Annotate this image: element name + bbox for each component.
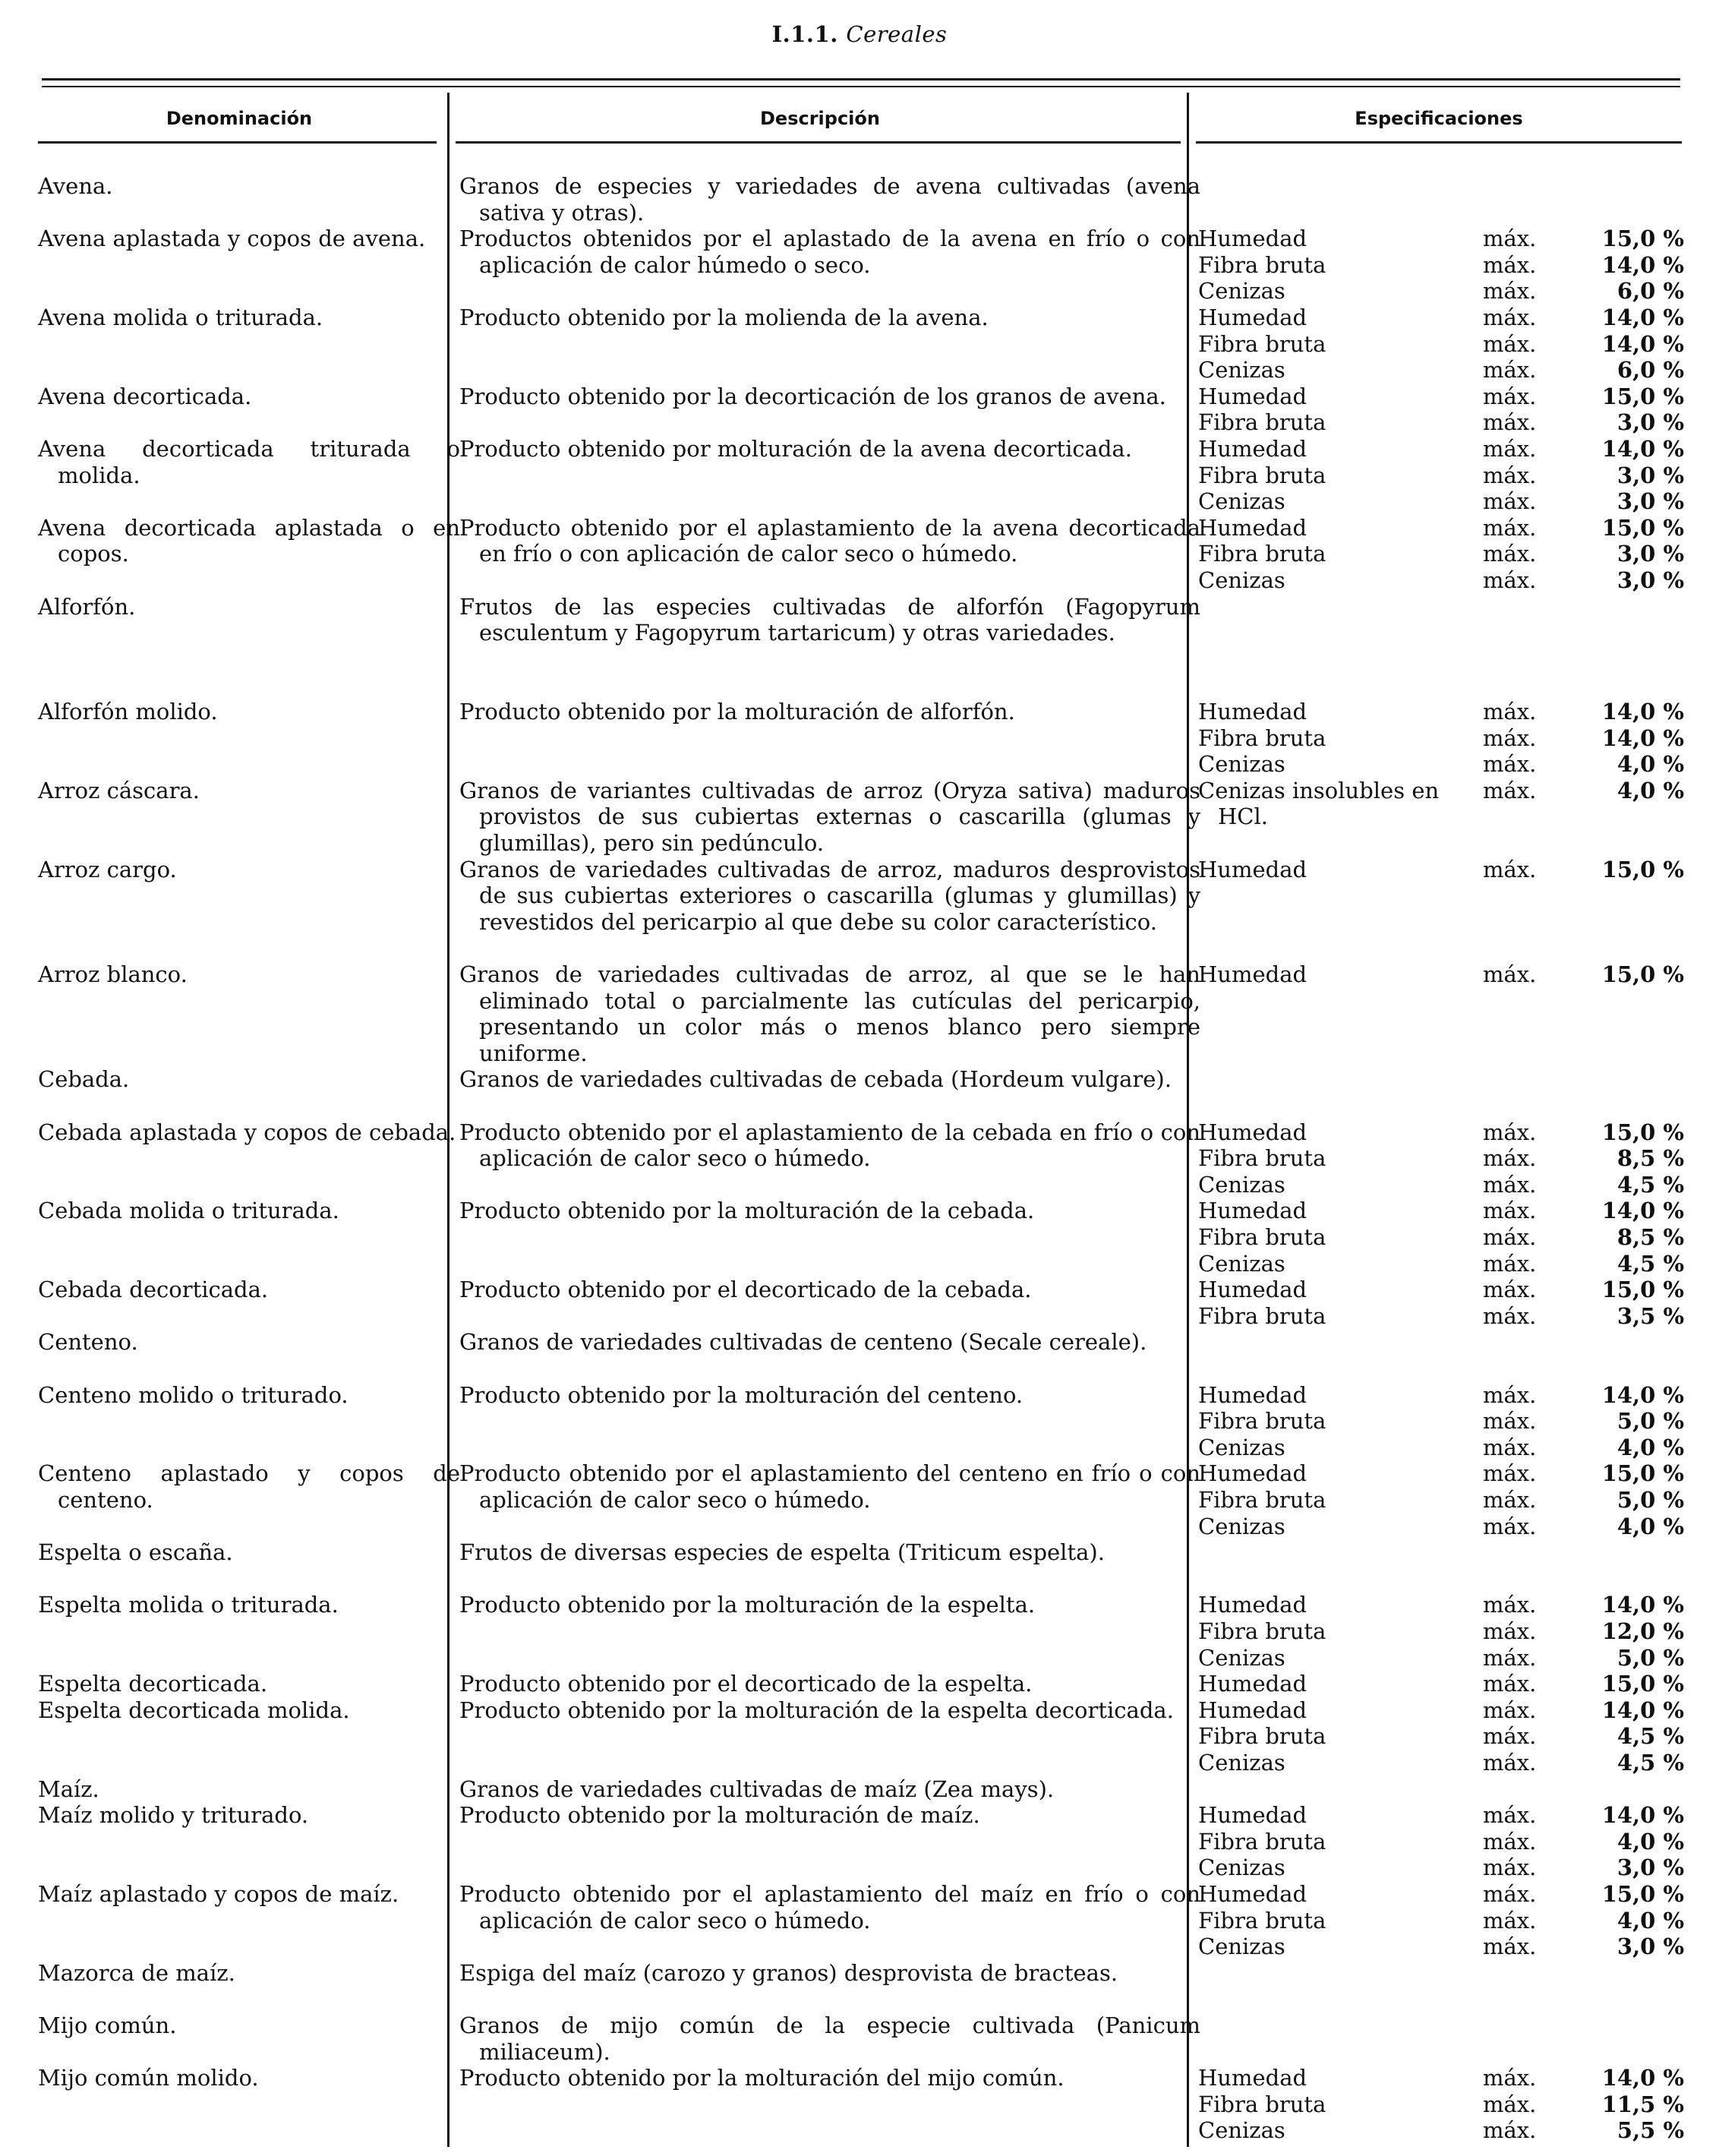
spec-row (1198, 1671, 1684, 1697)
entry-denominacion: Alforfón molido. (38, 699, 218, 724)
entry-denominacion: Espelta o escaña. (38, 1539, 233, 1566)
entry-denominacion: Arroz cáscara. (38, 777, 200, 803)
header-underline-1 (38, 141, 437, 144)
top-rule-thin (42, 86, 1680, 87)
spec-row (1198, 1592, 1684, 1618)
entry-denominacion: Avena molida o triturada. (38, 305, 323, 330)
entry-descripcion: Producto obtenido por la molturación de la espelta. (459, 1592, 1036, 1618)
spec-value: 11,5 % (1601, 2091, 1684, 2117)
spec-value: 15,0 % (1601, 961, 1684, 987)
entry-denominacion: Espelta molida o triturada. (38, 1592, 339, 1618)
entry-especificaciones (1198, 515, 1684, 594)
spec-row (1198, 2117, 1684, 2144)
spec-row (1198, 1933, 1684, 1960)
entry-especificaciones (1198, 1460, 1684, 1539)
spec-name: Humedad (1198, 1592, 1307, 1618)
spec-max-label: máx. (1483, 1486, 1537, 1513)
entry-descripcion: Producto obtenido por el decorticado de la cebada. (459, 1277, 1032, 1303)
entry-especificaciones (1198, 1881, 1684, 1960)
spec-max-label: máx. (1483, 567, 1537, 593)
spec-value: 14,0 % (1601, 2065, 1684, 2091)
spec-value: 15,0 % (1601, 1277, 1684, 1303)
spec-name: Humedad (1198, 961, 1307, 987)
entry-denominacion: Cebada decorticada. (38, 1277, 269, 1303)
spec-row (1198, 778, 1684, 830)
entry-denominacion: Cebada. (38, 1066, 130, 1093)
spec-name: Cenizas (1198, 1749, 1285, 1776)
entry-denominacion: Cebada aplastada y copos de cebada. (38, 1119, 456, 1145)
spec-value: 6,0 % (1616, 357, 1684, 384)
spec-name: Cenizas (1198, 1250, 1285, 1277)
spec-value: 15,0 % (1601, 1460, 1684, 1487)
spec-name: Humedad (1198, 305, 1307, 330)
entry-especificaciones (1198, 305, 1684, 384)
entry-denominacion: Avena. (38, 173, 113, 199)
spec-name: Cenizas (1198, 1171, 1285, 1198)
spec-value: 15,0 % (1601, 1119, 1684, 1145)
spec-value: 4,0 % (1616, 1828, 1684, 1855)
spec-value: 4,0 % (1616, 1513, 1684, 1539)
spec-name: Cenizas (1198, 1644, 1285, 1671)
spec-row (1198, 1908, 1684, 1934)
entry-descripcion: Granos de variedades cultivadas de arroz, maduros desprovistos de sus cubiertas exteriores o cascarilla (glumas y glumillas) y revestidos del pericarpio al que debe su color característico. (459, 856, 1200, 935)
entry-especificaciones (1198, 1198, 1684, 1277)
section-title: Cereales (846, 21, 948, 47)
spec-value: 3,0 % (1616, 462, 1684, 488)
spec-name: Humedad (1198, 856, 1307, 882)
spec-row (1198, 751, 1684, 778)
spec-max-label: máx. (1483, 1198, 1537, 1224)
spec-max-label: máx. (1483, 961, 1537, 987)
entry-descripcion: Granos de variedades cultivadas de maíz (Zea mays). (459, 1776, 1055, 1802)
spec-row (1198, 436, 1684, 462)
entry-descripcion: Producto obtenido por la molturación de la cebada. (459, 1198, 1035, 1224)
spec-name: Fibra bruta (1198, 1618, 1326, 1644)
entry-denominacion: Avena decorticada. (38, 383, 252, 409)
spec-row (1198, 1487, 1684, 1514)
entry-descripcion: Producto obtenido por el aplastamiento del maíz en frío o con aplicación de calor seco o húmedo. (459, 1881, 1200, 1933)
spec-value: 3,0 % (1616, 1855, 1684, 1881)
spec-max-label: máx. (1483, 2091, 1537, 2117)
entry-denominacion: Maíz aplastado y copos de maíz. (38, 1881, 399, 1907)
spec-max-label: máx. (1483, 514, 1537, 541)
spec-max-label: máx. (1483, 462, 1537, 488)
spec-max-label: máx. (1483, 330, 1537, 357)
entry-descripcion: Frutos de diversas especies de espelta (Triticum espelta). (459, 1539, 1105, 1566)
entry-denominacion: Arroz cargo. (38, 856, 177, 882)
entry-especificaciones (1198, 436, 1684, 515)
spec-row (1198, 1224, 1684, 1251)
spec-max-label: máx. (1483, 724, 1537, 751)
spec-value: 14,0 % (1601, 436, 1684, 462)
spec-row (1198, 1119, 1684, 1146)
entry-descripcion: Producto obtenido por el decorticado de la espelta. (459, 1671, 1033, 1697)
spec-row (1198, 409, 1684, 436)
entry-descripcion: Producto obtenido por la molturación de maíz. (459, 1802, 980, 1829)
spec-value: 3,0 % (1616, 567, 1684, 593)
spec-value: 3,0 % (1616, 409, 1684, 436)
spec-row (1198, 567, 1684, 594)
spec-max-label: máx. (1483, 1171, 1537, 1198)
spec-value: 4,0 % (1616, 777, 1684, 803)
spec-row (1198, 1435, 1684, 1461)
spec-name: Cenizas (1198, 488, 1285, 515)
spec-name: Cenizas (1198, 567, 1285, 593)
spec-max-label: máx. (1483, 226, 1537, 252)
entry-especificaciones (1198, 857, 1684, 883)
entry-descripcion: Producto obtenido por la molturación del mijo común. (459, 2065, 1065, 2091)
entry-especificaciones (1198, 778, 1684, 830)
spec-row (1198, 1829, 1684, 1855)
entry-descripcion: Producto obtenido por la molturación del centeno. (459, 1381, 1024, 1408)
spec-name: Cenizas (1198, 1513, 1285, 1539)
spec-value: 15,0 % (1601, 383, 1684, 409)
spec-row (1198, 305, 1684, 331)
column-header-especificaciones: Especificaciones (1355, 108, 1523, 129)
spec-max-label: máx. (1483, 1855, 1537, 1881)
entry-denominacion: Alforfón. (38, 593, 136, 620)
spec-name: Fibra bruta (1198, 1145, 1326, 1172)
spec-value: 15,0 % (1601, 514, 1684, 541)
spec-row (1198, 1460, 1684, 1487)
spec-row (1198, 515, 1684, 541)
entry-denominacion: Espelta decorticada. (38, 1671, 268, 1697)
entry-descripcion: Granos de variedades cultivadas de cebada (Hordeum vulgare). (459, 1066, 1172, 1093)
spec-name: Humedad (1198, 1198, 1307, 1224)
entry-descripcion: Granos de variedades cultivadas de arroz, al que se le han eliminado total o parcialmente las cutículas del pericarpio, presentando un color más o menos blanco pero siempre uniforme. (459, 961, 1200, 1066)
entry-descripcion: Frutos de las especies cultivadas de alforfón (Fagopyrum esculentum y Fagopyrum tartaricum) y otras variedades. (459, 593, 1200, 646)
spec-max-label: máx. (1483, 1881, 1537, 1907)
entry-especificaciones (1198, 961, 1684, 988)
entry-descripcion: Producto obtenido por el aplastamiento del centeno en frío o con aplicación de calor seco o húmedo. (459, 1460, 1200, 1513)
entry-denominacion: Centeno. (38, 1329, 138, 1356)
spec-name: Humedad (1198, 2065, 1307, 2091)
spec-value: 15,0 % (1601, 226, 1684, 252)
spec-row (1198, 1408, 1684, 1435)
spec-name: Fibra bruta (1198, 1408, 1326, 1435)
entry-denominacion: Maíz molido y triturado. (38, 1802, 309, 1829)
spec-max-label: máx. (1483, 699, 1537, 724)
spec-max-label: máx. (1483, 383, 1537, 409)
spec-row (1198, 1198, 1684, 1224)
spec-name: Fibra bruta (1198, 541, 1326, 567)
entry-especificaciones (1198, 1119, 1684, 1198)
spec-max-label: máx. (1483, 1592, 1537, 1618)
entry-descripcion: Espiga del maíz (carozo y granos) desprovista de bracteas. (459, 1959, 1118, 1986)
column-header-denominacion: Denominación (166, 108, 313, 129)
spec-max-label: máx. (1483, 1381, 1537, 1408)
spec-max-label: máx. (1483, 305, 1537, 330)
spec-row (1198, 226, 1684, 252)
spec-value: 12,0 % (1601, 1618, 1684, 1644)
spec-name: Fibra bruta (1198, 251, 1326, 278)
spec-name: Cenizas (1198, 751, 1285, 778)
spec-value: 5,5 % (1616, 2117, 1684, 2144)
entry-descripcion: Granos de variantes cultivadas de arroz (Oryza sativa) maduros provistos de sus cubiertas externas o cascarilla (glumas y glumillas), pero sin pedúnculo. (459, 777, 1200, 856)
spec-name: Humedad (1198, 1802, 1307, 1829)
spec-max-label: máx. (1483, 1749, 1537, 1776)
spec-max-label: máx. (1483, 1277, 1537, 1303)
spec-max-label: máx. (1483, 777, 1537, 803)
spec-max-label: máx. (1483, 1302, 1537, 1329)
spec-max-label: máx. (1483, 1408, 1537, 1435)
header-underline-3 (1196, 141, 1682, 144)
entry-especificaciones (1198, 1697, 1684, 1776)
spec-name: Fibra bruta (1198, 1723, 1326, 1750)
spec-max-label: máx. (1483, 1119, 1537, 1145)
spec-value: 5,0 % (1616, 1486, 1684, 1513)
column-header-descripcion: Descripción (760, 108, 880, 129)
entry-especificaciones (1198, 1592, 1684, 1671)
spec-value: 14,0 % (1601, 1802, 1684, 1829)
spec-value: 5,0 % (1616, 1644, 1684, 1671)
spec-value: 14,0 % (1601, 1198, 1684, 1224)
spec-name: Fibra bruta (1198, 1302, 1326, 1329)
spec-max-label: máx. (1483, 1933, 1537, 1960)
entry-denominacion: Arroz blanco. (38, 961, 188, 987)
spec-row (1198, 1750, 1684, 1776)
spec-value: 3,0 % (1616, 1933, 1684, 1960)
spec-max-label: máx. (1483, 278, 1537, 305)
spec-value: 4,5 % (1616, 1749, 1684, 1776)
spec-row (1198, 1618, 1684, 1645)
entry-denominacion: Centeno aplastado y copos de centeno. (38, 1460, 460, 1513)
spec-max-label: máx. (1483, 357, 1537, 384)
spec-row (1198, 331, 1684, 358)
spec-name: Humedad (1198, 1671, 1307, 1697)
spec-max-label: máx. (1483, 1618, 1537, 1644)
entry-denominacion: Espelta decorticada molida. (38, 1697, 350, 1723)
spec-max-label: máx. (1483, 1223, 1537, 1250)
spec-max-label: máx. (1483, 1250, 1537, 1277)
entry-denominacion: Maíz. (38, 1776, 99, 1802)
spec-name: Fibra bruta (1198, 1907, 1326, 1933)
spec-row (1198, 357, 1684, 384)
spec-max-label: máx. (1483, 1802, 1537, 1829)
spec-value: 8,5 % (1616, 1145, 1684, 1172)
spec-name: Humedad (1198, 1881, 1307, 1907)
spec-row (1198, 1855, 1684, 1881)
spec-row (1198, 725, 1684, 752)
spec-row (1198, 278, 1684, 305)
entry-descripcion: Producto obtenido por el aplastamiento de la cebada en frío o con aplicación de calor seco o húmedo. (459, 1119, 1200, 1172)
spec-max-label: máx. (1483, 251, 1537, 278)
spec-row (1198, 1514, 1684, 1540)
spec-value: 14,0 % (1601, 330, 1684, 357)
entry-especificaciones (1198, 699, 1684, 778)
spec-value: 6,0 % (1616, 278, 1684, 305)
spec-name: Fibra bruta (1198, 1223, 1326, 1250)
spec-row (1198, 1802, 1684, 1829)
spec-name: Cenizas insolubles en HCl. (1198, 777, 1440, 830)
spec-row (1198, 462, 1684, 489)
entry-descripcion: Productos obtenidos por el aplastado de la avena en frío o con aplicación de calor húmedo o seco. (459, 226, 1200, 278)
entry-descripcion: Producto obtenido por la decorticación de los granos de avena. (459, 383, 1166, 409)
spec-max-label: máx. (1483, 1644, 1537, 1671)
spec-max-label: máx. (1483, 1907, 1537, 1933)
spec-name: Cenizas (1198, 278, 1285, 305)
spec-value: 3,0 % (1616, 541, 1684, 567)
entry-denominacion: Mazorca de maíz. (38, 1959, 235, 1986)
spec-value: 4,0 % (1616, 751, 1684, 778)
spec-row (1198, 252, 1684, 279)
spec-value: 14,0 % (1601, 251, 1684, 278)
spec-row (1198, 1303, 1684, 1330)
spec-row (1198, 1645, 1684, 1671)
spec-max-label: máx. (1483, 541, 1537, 567)
spec-name: Cenizas (1198, 357, 1285, 384)
entry-especificaciones (1198, 1671, 1684, 1697)
entry-descripcion: Granos de mijo común de la especie cultivada (Panicum miliaceum). (459, 2012, 1200, 2065)
spec-name: Fibra bruta (1198, 330, 1326, 357)
spec-max-label: máx. (1483, 1434, 1537, 1460)
entry-especificaciones (1198, 1382, 1684, 1461)
spec-name: Humedad (1198, 436, 1307, 462)
spec-value: 8,5 % (1616, 1223, 1684, 1250)
spec-value: 14,0 % (1601, 699, 1684, 724)
spec-max-label: máx. (1483, 1460, 1537, 1487)
entry-denominacion: Centeno molido o triturado. (38, 1381, 349, 1408)
spec-row (1198, 1251, 1684, 1277)
spec-max-label: máx. (1483, 488, 1537, 515)
spec-max-label: máx. (1483, 1145, 1537, 1172)
spec-name: Humedad (1198, 514, 1307, 541)
entry-denominacion: Avena decorticada triturada o molida. (38, 436, 460, 488)
spec-row (1198, 2065, 1684, 2091)
entry-especificaciones (1198, 1802, 1684, 1881)
spec-name: Humedad (1198, 1697, 1307, 1723)
section-number: I.1.1. (771, 21, 838, 47)
spec-value: 14,0 % (1601, 1381, 1684, 1408)
spec-value: 4,5 % (1616, 1723, 1684, 1750)
top-rule (42, 78, 1680, 80)
spec-value: 4,5 % (1616, 1250, 1684, 1277)
spec-row (1198, 2091, 1684, 2118)
spec-value: 15,0 % (1601, 856, 1684, 882)
spec-max-label: máx. (1483, 1828, 1537, 1855)
spec-row (1198, 1697, 1684, 1724)
spec-value: 14,0 % (1601, 305, 1684, 330)
spec-max-label: máx. (1483, 751, 1537, 778)
spec-max-label: máx. (1483, 409, 1537, 436)
spec-value: 14,0 % (1601, 1697, 1684, 1723)
spec-max-label: máx. (1483, 1513, 1537, 1539)
spec-value: 3,5 % (1616, 1302, 1684, 1329)
spec-max-label: máx. (1483, 436, 1537, 462)
spec-row (1198, 1723, 1684, 1750)
header-underline-2 (456, 141, 1181, 144)
spec-value: 4,0 % (1616, 1907, 1684, 1933)
entry-descripcion: Granos de especies y variedades de avena cultivadas (avena sativa y otras). (459, 173, 1200, 226)
spec-row (1198, 1277, 1684, 1303)
entry-especificaciones (1198, 1277, 1684, 1329)
spec-row (1198, 541, 1684, 567)
entry-denominacion: Mijo común. (38, 2012, 177, 2038)
spec-max-label: máx. (1483, 856, 1537, 882)
spec-name: Humedad (1198, 383, 1307, 409)
spec-value: 14,0 % (1601, 724, 1684, 751)
entry-descripcion: Producto obtenido por molturación de la avena decorticada. (459, 436, 1132, 462)
spec-name: Humedad (1198, 699, 1307, 724)
spec-name: Fibra bruta (1198, 409, 1326, 436)
entry-especificaciones (1198, 226, 1684, 305)
entry-especificaciones (1198, 2065, 1684, 2144)
spec-max-label: máx. (1483, 1723, 1537, 1750)
spec-row (1198, 384, 1684, 410)
entry-descripcion: Producto obtenido por el aplastamiento de la avena decorticada en frío o con aplicación de calor seco o húmedo. (459, 514, 1200, 567)
spec-row (1198, 1145, 1684, 1172)
spec-value: 5,0 % (1616, 1408, 1684, 1435)
spec-name: Humedad (1198, 1381, 1307, 1408)
spec-row (1198, 699, 1684, 725)
spec-max-label: máx. (1483, 1671, 1537, 1697)
section-heading (0, 21, 1719, 47)
spec-value: 14,0 % (1601, 1592, 1684, 1618)
entry-descripcion: Producto obtenido por la molienda de la avena. (459, 305, 989, 330)
spec-name: Cenizas (1198, 2117, 1285, 2144)
spec-value: 15,0 % (1601, 1671, 1684, 1697)
spec-row (1198, 1881, 1684, 1908)
spec-name: Cenizas (1198, 1855, 1285, 1881)
spec-value: 4,5 % (1616, 1171, 1684, 1198)
spec-value: 15,0 % (1601, 1881, 1684, 1907)
spec-name: Fibra bruta (1198, 1828, 1326, 1855)
spec-row (1198, 488, 1684, 515)
spec-value: 4,0 % (1616, 1434, 1684, 1460)
entry-denominacion: Avena decorticada aplastada o en copos. (38, 514, 460, 567)
entry-denominacion: Cebada molida o triturada. (38, 1198, 339, 1224)
spec-row (1198, 1172, 1684, 1198)
spec-name: Cenizas (1198, 1933, 1285, 1960)
entry-descripcion: Producto obtenido por la molturación de la espelta decorticada. (459, 1697, 1174, 1723)
spec-max-label: máx. (1483, 2065, 1537, 2091)
spec-name: Humedad (1198, 226, 1307, 252)
spec-name: Fibra bruta (1198, 2091, 1326, 2117)
spec-name: Fibra bruta (1198, 724, 1326, 751)
entry-descripcion: Producto obtenido por la molturación de alforfón. (459, 699, 1015, 724)
spec-name: Fibra bruta (1198, 1486, 1326, 1513)
entry-descripcion: Granos de variedades cultivadas de centeno (Secale cereale). (459, 1329, 1147, 1356)
spec-name: Humedad (1198, 1277, 1307, 1303)
spec-row (1198, 857, 1684, 883)
spec-value: 3,0 % (1616, 488, 1684, 515)
spec-row (1198, 1382, 1684, 1409)
spec-name: Fibra bruta (1198, 462, 1326, 488)
entry-especificaciones (1198, 384, 1684, 436)
entry-denominacion: Mijo común molido. (38, 2065, 259, 2091)
spec-max-label: máx. (1483, 2117, 1537, 2144)
spec-row (1198, 961, 1684, 988)
spec-max-label: máx. (1483, 1697, 1537, 1723)
entry-denominacion: Avena aplastada y copos de avena. (38, 226, 426, 252)
spec-name: Humedad (1198, 1119, 1307, 1145)
spec-name: Cenizas (1198, 1434, 1285, 1460)
spec-name: Humedad (1198, 1460, 1307, 1487)
